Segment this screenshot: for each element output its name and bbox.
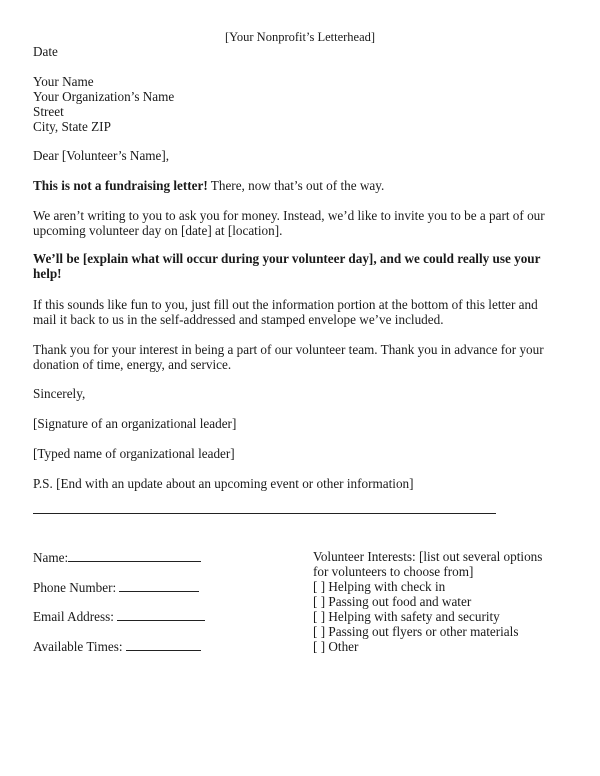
paragraph-2 (33, 208, 545, 238)
phone-field[interactable] (119, 580, 199, 592)
email-field[interactable] (117, 609, 205, 621)
salutation: Dear [Volunteer’s Name], (33, 148, 170, 163)
sender-city-state-zip: City, State ZIP (33, 119, 111, 134)
interest-option-other[interactable]: [ ] Other (313, 639, 359, 654)
available-times-field[interactable] (126, 639, 201, 651)
sender-name: Your Name (33, 74, 94, 89)
name-field[interactable] (68, 550, 201, 562)
interest-option-check-in[interactable]: [ ] Helping with check in (313, 579, 446, 594)
name-label: Name: (33, 550, 69, 565)
available-times-label: Available Times: (33, 639, 123, 654)
email-row (33, 609, 205, 624)
phone-row (33, 580, 199, 595)
paragraph-3-line-2: help! (33, 266, 62, 281)
paragraph-2-line-1: We aren’t writing to you to ask you for money. Instead, we’d like to invite you to be a part of our (33, 208, 545, 223)
email-label: Email Address: (33, 609, 114, 624)
paragraph-2-line-2: upcoming volunteer day on [date] at [location]. (33, 223, 283, 238)
paragraph-3-line-1: We’ll be [explain what will occur during your volunteer day], and we could really use your (33, 251, 541, 266)
interest-option-food-water[interactable]: [ ] Passing out food and water (313, 594, 472, 609)
paragraph-5-line-1: Thank you for your interest in being a part of our volunteer team. Thank you in advance for your (33, 342, 544, 357)
phone-label: Phone Number: (33, 580, 117, 595)
paragraph-1-rest: There, now that’s out of the way. (207, 178, 385, 193)
name-row (33, 550, 201, 565)
paragraph-4 (33, 297, 538, 327)
sender-street: Street (33, 104, 64, 119)
sender-organization: Your Organization’s Name (33, 89, 175, 104)
times-row (33, 639, 201, 654)
paragraph-3 (33, 251, 541, 281)
interest-option-safety-security[interactable]: [ ] Helping with safety and security (313, 609, 500, 624)
paragraph-4-line-2: mail it back to us in the self-addressed and stamped envelope we’ve included. (33, 312, 444, 327)
interests-heading-line-2: for volunteers to choose from] (313, 564, 474, 579)
cut-line-divider (33, 513, 496, 514)
interest-option-flyers[interactable]: [ ] Passing out flyers or other materials (313, 624, 519, 639)
paragraph-5-line-2: donation of time, energy, and service. (33, 357, 232, 372)
typed-name-placeholder: [Typed name of organizational leader] (33, 446, 235, 461)
paragraph-5 (33, 342, 544, 372)
closing: Sincerely, (33, 386, 86, 401)
date-line: Date (33, 44, 58, 59)
volunteer-interests (313, 549, 542, 654)
signature-placeholder: [Signature of an organizational leader] (33, 416, 237, 431)
paragraph-1 (33, 178, 384, 193)
letterhead-placeholder: [Your Nonprofit’s Letterhead] (224, 30, 376, 44)
sender-address-block (33, 74, 174, 134)
interests-heading-line-1: Volunteer Interests: [list out several options (313, 549, 543, 564)
paragraph-4-line-1: If this sounds like fun to you, just fill out the information portion at the bottom of this letter and (33, 297, 538, 312)
postscript: P.S. [End with an update about an upcoming event or other information] (33, 476, 414, 491)
paragraph-1-bold: This is not a fundraising letter! (33, 178, 208, 193)
